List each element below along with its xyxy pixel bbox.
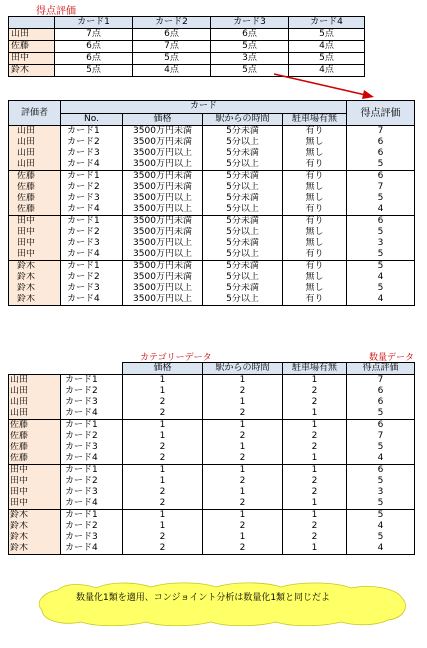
parking-cell: 有り (283, 216, 347, 228)
score-cell: 5 (347, 261, 415, 273)
evaluator-name: 山田 (9, 159, 61, 171)
station-time-code: 2 (203, 521, 283, 532)
table1-col-1: カード1 (55, 17, 133, 29)
parking-code: 1 (283, 543, 347, 555)
card-no: カード1 (61, 420, 123, 432)
table-row (9, 465, 415, 477)
card-no: カード2 (61, 386, 123, 397)
station-time-cell: 5分以上 (203, 227, 283, 238)
station-time-code: 2 (203, 386, 283, 397)
card-no: カード1 (61, 126, 123, 138)
evaluator-name: 鈴木 (9, 65, 55, 77)
parking-code: 1 (283, 510, 347, 522)
parking-header: 駐車場有無 (283, 113, 347, 126)
score-cell: 3 (347, 238, 415, 249)
station-time-code: 1 (203, 375, 283, 387)
table-row (9, 126, 415, 138)
score-cell: 5 (347, 159, 415, 171)
score-cell: 5点 (211, 41, 289, 53)
parking-cell: 無し (283, 148, 347, 159)
parking-cell: 無し (283, 272, 347, 283)
table-row (9, 182, 415, 193)
score-cell: 4 (347, 294, 415, 306)
evaluator-name: 佐藤 (9, 204, 61, 216)
score-cell: 5 (347, 498, 415, 510)
score-cell: 5 (347, 408, 415, 420)
score-eval-title: 得点評価 (36, 6, 76, 17)
price-code: 2 (123, 442, 203, 453)
station-time-cell: 5分未満 (203, 261, 283, 273)
price-cell: 3500万円未満 (123, 137, 203, 148)
evaluator-name: 田中 (9, 53, 55, 65)
price-code: 2 (123, 453, 203, 465)
parking-cell: 有り (283, 261, 347, 273)
table-row (9, 204, 415, 216)
station-time-cell: 5分未満 (203, 238, 283, 249)
card-no: カード3 (61, 283, 123, 294)
price-code: 2 (123, 408, 203, 420)
score-cell: 7点 (133, 41, 211, 53)
table-row (9, 498, 415, 510)
evaluator-name: 山田 (9, 397, 61, 408)
score-cell: 7 (347, 182, 415, 193)
evaluator-name: 鈴木 (9, 532, 61, 543)
evaluator-header: 評価者 (9, 101, 61, 126)
station-time-code: 2 (203, 408, 283, 420)
score-cell: 4 (347, 521, 415, 532)
evaluator-name: 鈴木 (9, 521, 61, 532)
station-time-code: 1 (203, 397, 283, 408)
score-cell: 7 (347, 431, 415, 442)
station-time-cell: 5分以上 (203, 249, 283, 261)
station-time-cell: 5分未満 (203, 126, 283, 138)
score-cell: 6 (347, 397, 415, 408)
card-no: カード1 (61, 375, 123, 387)
evaluator-name: 田中 (9, 498, 61, 510)
score-cell: 5点 (289, 29, 365, 41)
station-time-cell: 5分以上 (203, 294, 283, 306)
parking-cell: 無し (283, 227, 347, 238)
table-row (9, 453, 415, 465)
station-time-cell: 5分以上 (203, 159, 283, 171)
station-time-header: 駅からの時間 (203, 113, 283, 126)
table-row (9, 532, 415, 543)
score-cell: 5 (347, 442, 415, 453)
t3-price-header: 価格 (123, 363, 203, 375)
card-no: カード2 (61, 272, 123, 283)
card-no: カード3 (61, 442, 123, 453)
t3-score-header: 得点評価 (347, 363, 415, 375)
price-cell: 3500万円以上 (123, 204, 203, 216)
price-cell: 3500万円以上 (123, 283, 203, 294)
table-row (9, 386, 415, 397)
score-cell: 4 (347, 204, 415, 216)
parking-cell: 有り (283, 204, 347, 216)
score-cell: 7 (347, 375, 415, 387)
parking-cell: 有り (283, 249, 347, 261)
score-cell: 3点 (211, 53, 289, 65)
card-no: カード2 (61, 431, 123, 442)
card-no: カード2 (61, 227, 123, 238)
parking-code: 1 (283, 420, 347, 432)
table-row (9, 487, 415, 498)
score-cell: 6 (347, 386, 415, 397)
price-code: 2 (123, 487, 203, 498)
score-cell: 5 (347, 510, 415, 522)
score-cell: 4 (347, 543, 415, 555)
score-cell: 5点 (289, 53, 365, 65)
station-time-cell: 5分未満 (203, 148, 283, 159)
evaluator-name: 鈴木 (9, 272, 61, 283)
score-cell: 6点 (133, 29, 211, 41)
price-code: 1 (123, 521, 203, 532)
encoded-data-table (8, 362, 415, 555)
score-cell: 5 (347, 227, 415, 238)
evaluator-name: 鈴木 (9, 283, 61, 294)
parking-code: 1 (283, 465, 347, 477)
table-row (9, 283, 415, 294)
station-time-cell: 5分以上 (203, 182, 283, 193)
evaluator-name: 田中 (9, 238, 61, 249)
parking-cell: 有り (283, 126, 347, 138)
card-attribute-table (8, 100, 415, 306)
price-code: 2 (123, 543, 203, 555)
score-cell: 5点 (133, 53, 211, 65)
table-row (9, 420, 415, 432)
price-code: 2 (123, 397, 203, 408)
price-cell: 3500万円未満 (123, 272, 203, 283)
parking-code: 2 (283, 521, 347, 532)
table-row (9, 431, 415, 442)
parking-code: 1 (283, 408, 347, 420)
parking-code: 1 (283, 498, 347, 510)
evaluator-name: 佐藤 (9, 420, 61, 432)
score-cell: 4 (347, 272, 415, 283)
score-cell: 6 (347, 465, 415, 477)
table-row (9, 261, 415, 273)
card-no: カード3 (61, 487, 123, 498)
table-row (9, 442, 415, 453)
score-cell: 6 (347, 216, 415, 228)
price-code: 1 (123, 431, 203, 442)
station-time-cell: 5分以上 (203, 272, 283, 283)
card-no: カード4 (61, 498, 123, 510)
price-code: 1 (123, 420, 203, 432)
score-cell: 5 (347, 249, 415, 261)
score-cell: 6点 (55, 53, 133, 65)
station-time-code: 2 (203, 453, 283, 465)
table-row (9, 159, 415, 171)
evaluator-name: 山田 (9, 148, 61, 159)
price-header: 価格 (123, 113, 203, 126)
station-time-cell: 5分未満 (203, 283, 283, 294)
station-time-cell: 5分以上 (203, 204, 283, 216)
parking-code: 2 (283, 532, 347, 543)
station-time-code: 2 (203, 498, 283, 510)
parking-cell: 無し (283, 238, 347, 249)
price-cell: 3500万円以上 (123, 294, 203, 306)
quantity-data-label: 数量データ (369, 353, 415, 363)
table-row (9, 521, 415, 532)
table-row (9, 543, 415, 555)
score-cell: 5 (347, 283, 415, 294)
card-no: カード2 (61, 521, 123, 532)
evaluator-name: 田中 (9, 227, 61, 238)
evaluator-name: 佐藤 (9, 171, 61, 183)
price-cell: 3500万円以上 (123, 249, 203, 261)
evaluator-name: 鈴木 (9, 543, 61, 555)
evaluator-name: 田中 (9, 476, 61, 487)
price-cell: 3500万円以上 (123, 148, 203, 159)
price-code: 2 (123, 498, 203, 510)
score-header: 得点評価 (347, 101, 415, 126)
parking-code: 2 (283, 431, 347, 442)
score-cell: 3 (347, 487, 415, 498)
no-header: No. (61, 113, 123, 126)
station-time-cell: 5分以上 (203, 137, 283, 148)
evaluator-name: 佐藤 (9, 182, 61, 193)
price-cell: 3500万円未満 (123, 216, 203, 228)
card-no: カード2 (61, 137, 123, 148)
card-no: カード3 (61, 532, 123, 543)
evaluator-name: 佐藤 (9, 41, 55, 53)
score-cell: 6 (347, 171, 415, 183)
evaluator-name: 山田 (9, 408, 61, 420)
evaluator-name: 山田 (9, 375, 61, 387)
card-header: カード (61, 101, 347, 114)
card-no: カード4 (61, 294, 123, 306)
station-time-cell: 5分未満 (203, 171, 283, 183)
price-cell: 3500万円以上 (123, 238, 203, 249)
table1-col-4: カード4 (289, 17, 365, 29)
category-data-label: カテゴリーデータ (140, 353, 212, 363)
price-cell: 3500万円未満 (123, 182, 203, 193)
station-time-code: 2 (203, 431, 283, 442)
card-no: カード4 (61, 249, 123, 261)
station-time-code: 1 (203, 532, 283, 543)
parking-code: 2 (283, 487, 347, 498)
price-code: 1 (123, 476, 203, 487)
station-time-code: 1 (203, 510, 283, 522)
card-no: カード3 (61, 148, 123, 159)
evaluator-name: 田中 (9, 465, 61, 477)
station-time-cell: 5分未満 (203, 216, 283, 228)
evaluator-name: 鈴木 (9, 261, 61, 273)
score-cell: 4点 (133, 65, 211, 77)
card-no: カード1 (61, 216, 123, 228)
score-cell: 5 (347, 532, 415, 543)
score-cell: 4点 (289, 65, 365, 77)
parking-cell: 無し (283, 283, 347, 294)
score-cell: 7 (347, 126, 415, 138)
card-no: カード3 (61, 238, 123, 249)
parking-cell: 無し (283, 193, 347, 204)
evaluator-name: 佐藤 (9, 193, 61, 204)
price-cell: 3500万円未満 (123, 261, 203, 273)
evaluator-name: 佐藤 (9, 442, 61, 453)
table1-col-2: カード2 (133, 17, 211, 29)
score-cell: 7点 (55, 29, 133, 41)
table-row (9, 137, 415, 148)
evaluator-name: 山田 (9, 137, 61, 148)
table-row (9, 171, 415, 183)
evaluator-name: 田中 (9, 487, 61, 498)
price-code: 1 (123, 510, 203, 522)
card-no: カード3 (61, 397, 123, 408)
table-row (9, 193, 415, 204)
score-cell: 6 (347, 137, 415, 148)
evaluator-name: 鈴木 (9, 294, 61, 306)
table-row (9, 476, 415, 487)
table-row (9, 510, 415, 522)
score-cell: 4 (347, 453, 415, 465)
table-row (9, 249, 415, 261)
card-no: カード4 (61, 543, 123, 555)
parking-code: 2 (283, 476, 347, 487)
card-no: カード4 (61, 159, 123, 171)
table-row (9, 41, 365, 53)
score-cell: 5 (347, 476, 415, 487)
score-cell: 5 (347, 193, 415, 204)
evaluator-name: 田中 (9, 216, 61, 228)
evaluator-name: 山田 (9, 126, 61, 138)
station-time-code: 1 (203, 487, 283, 498)
parking-cell: 無し (283, 137, 347, 148)
table-row (9, 294, 415, 306)
evaluator-name: 田中 (9, 249, 61, 261)
parking-code: 1 (283, 375, 347, 387)
parking-code: 1 (283, 453, 347, 465)
parking-cell: 無し (283, 182, 347, 193)
card-no: カード4 (61, 204, 123, 216)
card-no: カード1 (61, 171, 123, 183)
score-cell: 6 (347, 148, 415, 159)
table1-col-3: カード3 (211, 17, 289, 29)
price-code: 2 (123, 532, 203, 543)
card-no: カード2 (61, 182, 123, 193)
station-time-code: 1 (203, 420, 283, 432)
parking-cell: 有り (283, 159, 347, 171)
evaluator-name: 鈴木 (9, 510, 61, 522)
t3-station-time-header: 駅からの時間 (203, 363, 283, 375)
card-no: カード4 (61, 453, 123, 465)
evaluator-name: 佐藤 (9, 453, 61, 465)
table-row (9, 238, 415, 249)
evaluator-name: 佐藤 (9, 431, 61, 442)
station-time-cell: 5分未満 (203, 193, 283, 204)
score-cell: 5点 (55, 65, 133, 77)
parking-code: 2 (283, 397, 347, 408)
table-row (9, 148, 415, 159)
card-no: カード1 (61, 510, 123, 522)
card-no: カード4 (61, 408, 123, 420)
price-cell: 3500万円以上 (123, 159, 203, 171)
t3-parking-header: 駐車場有無 (283, 363, 347, 375)
table-row (9, 29, 365, 41)
table-row (9, 227, 415, 238)
parking-cell: 有り (283, 294, 347, 306)
parking-code: 2 (283, 386, 347, 397)
table-row (9, 375, 415, 387)
card-no: カード2 (61, 476, 123, 487)
station-time-code: 2 (203, 476, 283, 487)
price-code: 1 (123, 375, 203, 387)
score-cell: 5点 (211, 65, 289, 77)
evaluator-name: 山田 (9, 386, 61, 397)
score-cell: 4点 (289, 41, 365, 53)
price-code: 1 (123, 386, 203, 397)
station-time-code: 2 (203, 543, 283, 555)
price-cell: 3500万円未満 (123, 227, 203, 238)
card-no: カード3 (61, 193, 123, 204)
parking-code: 2 (283, 442, 347, 453)
price-cell: 3500万円未満 (123, 126, 203, 138)
table1-col-0 (9, 17, 55, 29)
station-time-code: 1 (203, 442, 283, 453)
station-time-code: 1 (203, 465, 283, 477)
score-summary-header (9, 17, 365, 29)
table-row (9, 408, 415, 420)
score-cell: 6 (347, 420, 415, 432)
price-cell: 3500万円以上 (123, 193, 203, 204)
card-no: カード1 (61, 465, 123, 477)
price-cell: 3500万円未満 (123, 171, 203, 183)
score-cell: 6点 (55, 41, 133, 53)
table-row (9, 272, 415, 283)
evaluator-name: 山田 (9, 29, 55, 41)
card-no: カード1 (61, 261, 123, 273)
price-code: 1 (123, 465, 203, 477)
table-row (9, 397, 415, 408)
table-row (9, 53, 365, 65)
parking-cell: 有り (283, 171, 347, 183)
callout-note: 数量化1類を適用、コンジョイント分析は数量化1類と同じだよ (76, 593, 331, 603)
table-row (9, 216, 415, 228)
score-cell: 6点 (211, 29, 289, 41)
